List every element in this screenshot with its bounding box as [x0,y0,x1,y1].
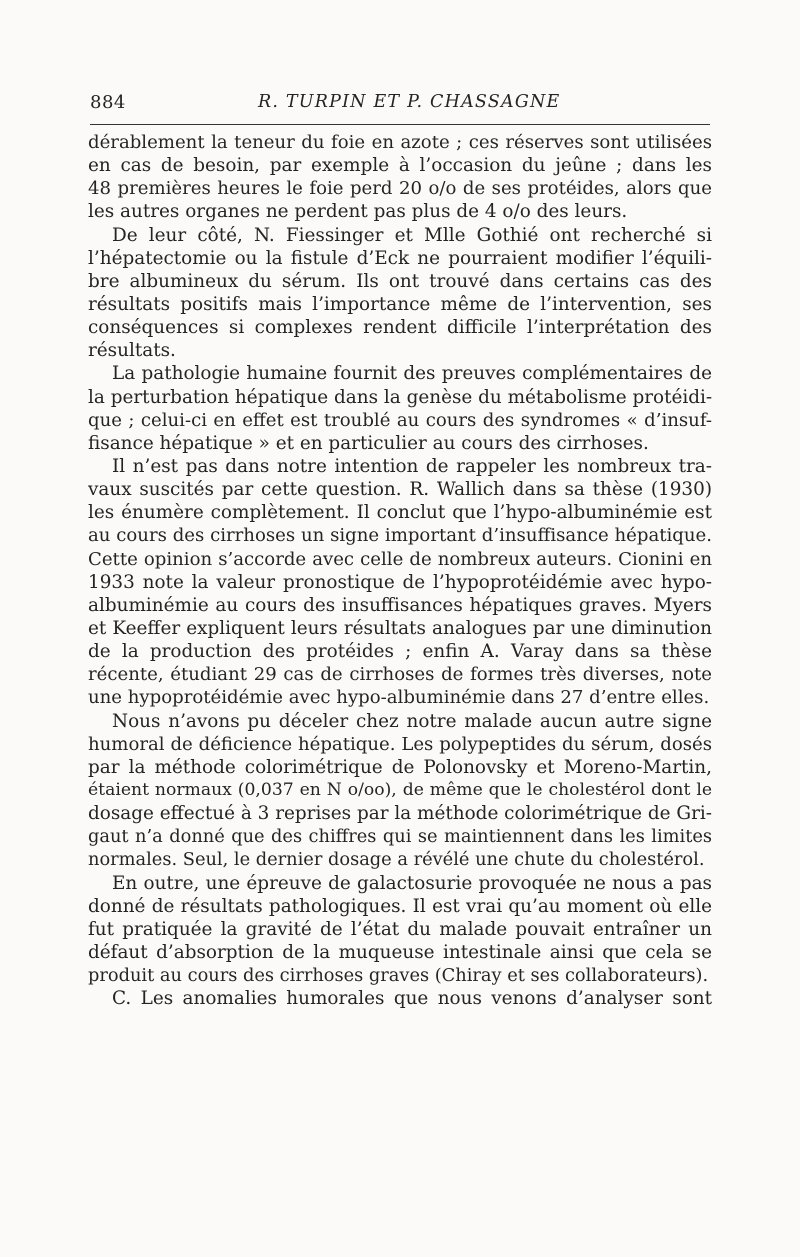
text-line: 48 premières heures le foie perd 20 o/o de ses protéides, alors que [88,178,712,200]
running-head: R. TURPIN ET P. CHASSAGNE [258,92,561,112]
text-line: récente, étudiant 29 cas de cirrhoses de formes très diverses, note [88,664,712,686]
text-line: La pathologie humaine fournit des preuves complémentaires de [112,363,712,385]
text-line: la perturbation hépatique dans la genèse du métabolisme protéidi- [88,386,712,408]
text-line: par la méthode colorimétrique de Polonovsky et Moreno-Martin, [88,756,712,778]
text-line: vaux suscités par cette question. R. Wallich dans sa thèse (1930) [88,479,712,501]
page-number: 884 [90,92,126,113]
text-line: les autres organes ne perdent pas plus de 4 o/o des leurs. [88,201,628,223]
text-line: dérablement la teneur du foie en azote ; ces réserves sont utilisées [88,132,712,153]
text-line: une hypoprotéidémie avec hypo-albuminémie dans 27 d’entre elles. [88,687,710,709]
text-line: les énumère complètement. Il conclut que l’hypo-albuminémie est [88,502,712,524]
text-line: étaient normaux (0,037 en N o/oo), de même que le cholestérol dont le [88,779,712,800]
text-line: produit au cours des cirrhoses graves (Chiray et ses collaborateurs). [88,965,709,987]
text-line: bre albumineux du sérum. Ils ont trouvé dans certains cas des [88,270,712,292]
text-line: et Keeffer expliquent leurs résultats analogues par une diminution [88,617,712,639]
text-line: gaut n’a donné que des chiffres qui se maintiennent dans les limites [88,826,712,848]
text-line: albuminémie au cours des insuffisances hépatiques graves. Myers [88,594,712,616]
body-text [88,131,712,1010]
text-line: En outre, une épreuve de galactosurie provoquée ne nous a pas [112,872,712,894]
text-line: résultats. [88,340,176,362]
text-line: fisance hépatique » et en particulier au cours des cirrhoses. [88,432,649,454]
text-line: que ; celui-ci en effet est troublé au cours des syndromes « d’insuf- [88,409,712,431]
text-line: Cette opinion s’accorde avec celle de nombreux auteurs. Cionini en [88,548,712,570]
text-line: C. Les anomalies humorales que nous venons d’analyser sont [112,988,712,1010]
header-rule [90,124,710,125]
text-line: défaut d’absorption de la muqueuse intestinale ainsi que cela se [88,941,712,963]
text-line: De leur côté, N. Fiessinger et Mlle Gothié ont recherché si [112,224,712,246]
text-line: résultats positifs mais l’importance même de l’intervention, ses [88,293,712,315]
text-line: dosage effectué à 3 reprises par la méthode colorimétrique de Gri- [88,803,712,825]
text-line: Nous n’avons pu déceler chez notre malade aucun autre signe [112,710,712,732]
text-line: humoral de déficience hépatique. Les polypeptides du sérum, dosés [88,733,712,755]
text-line: l’hépatectomie ou la fistule d’Eck ne pourraient modifier l’équili- [88,247,712,269]
text-line: conséquences si complexes rendent difficile l’interprétation des [88,317,712,339]
text-line: en cas de besoin, par exemple à l’occasion du jeûne ; dans les [88,155,712,177]
text-line: Il n’est pas dans notre intention de rappeler les nombreux tra- [112,455,712,477]
text-line: au cours des cirrhoses un signe important d’insuffisance hépatique. [88,525,712,547]
text-line: normales. Seul, le dernier dosage a révélé une chute du cholestérol. [88,849,705,871]
text-line: 1933 note la valeur pronostique de l’hypoprotéidémie avec hypo- [88,571,712,593]
text-line: de la production des protéides ; enfin A. Varay dans sa thèse [88,641,712,663]
text-line: donné de résultats pathologiques. Il est vrai qu’au moment où elle [88,895,712,917]
text-line: fut pratiquée la gravité de l’état du malade pouvait entraîner un [88,918,712,940]
